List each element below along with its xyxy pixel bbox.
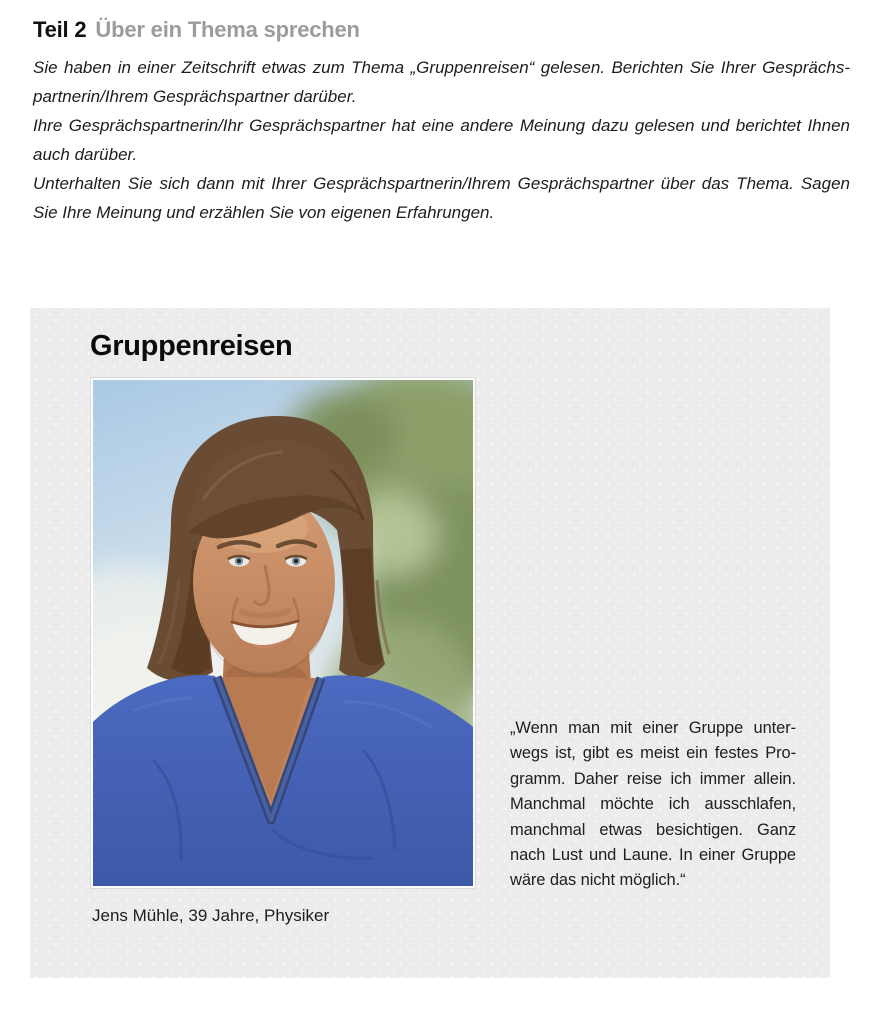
quote-line: nach Lust und Laune. In einer Gruppe	[510, 846, 796, 865]
portrait-photo	[91, 378, 475, 888]
quote-line: „Wenn man mit einer Gruppe unter-	[510, 719, 796, 737]
instruction-line: Sie Ihre Meinung und erzählen Sie von eigenen Erfahrungen.	[33, 203, 495, 222]
instruction-line: auch darüber.	[33, 145, 138, 164]
man-portrait-illustration	[93, 380, 473, 886]
part-header	[33, 17, 360, 43]
part-title: Über ein Thema sprechen	[95, 17, 360, 42]
quote-line: wäre das nicht möglich.“	[510, 871, 686, 890]
quote-line: wegs ist, gibt es meist ein festes Pro-	[510, 744, 796, 763]
quote-line: Manchmal möchte ich ausschlafen,	[510, 795, 796, 814]
instruction-line: Sie haben in einer Zeitschrift etwas zum Thema „Gruppenreisen“ gelesen. Berichten Sie Ihrer Gesprächs-	[33, 58, 850, 77]
task-instructions	[33, 53, 850, 227]
quote-text	[510, 716, 796, 894]
part-number-label: Teil 2	[33, 17, 87, 42]
quote-line: gramm. Daher reise ich immer allein.	[510, 769, 796, 788]
quote-line: manchmal etwas besichtigen. Ganz	[510, 820, 796, 839]
topic-card	[30, 308, 830, 978]
instruction-line: Ihre Gesprächspartnerin/Ihr Gesprächspartner hat eine andere Meinung dazu gelesen und berichtet Ihnen	[33, 116, 850, 135]
instruction-line: Unterhalten Sie sich dann mit Ihrer Gesprächspartnerin/Ihrem Gesprächspartner über das Thema. Sagen	[33, 174, 850, 193]
topic-title: Gruppenreisen	[90, 330, 293, 362]
photo-caption: Jens Mühle, 39 Jahre, Physiker	[92, 906, 330, 925]
instruction-line: partnerin/Ihrem Gesprächspartner darüber.	[33, 87, 357, 106]
